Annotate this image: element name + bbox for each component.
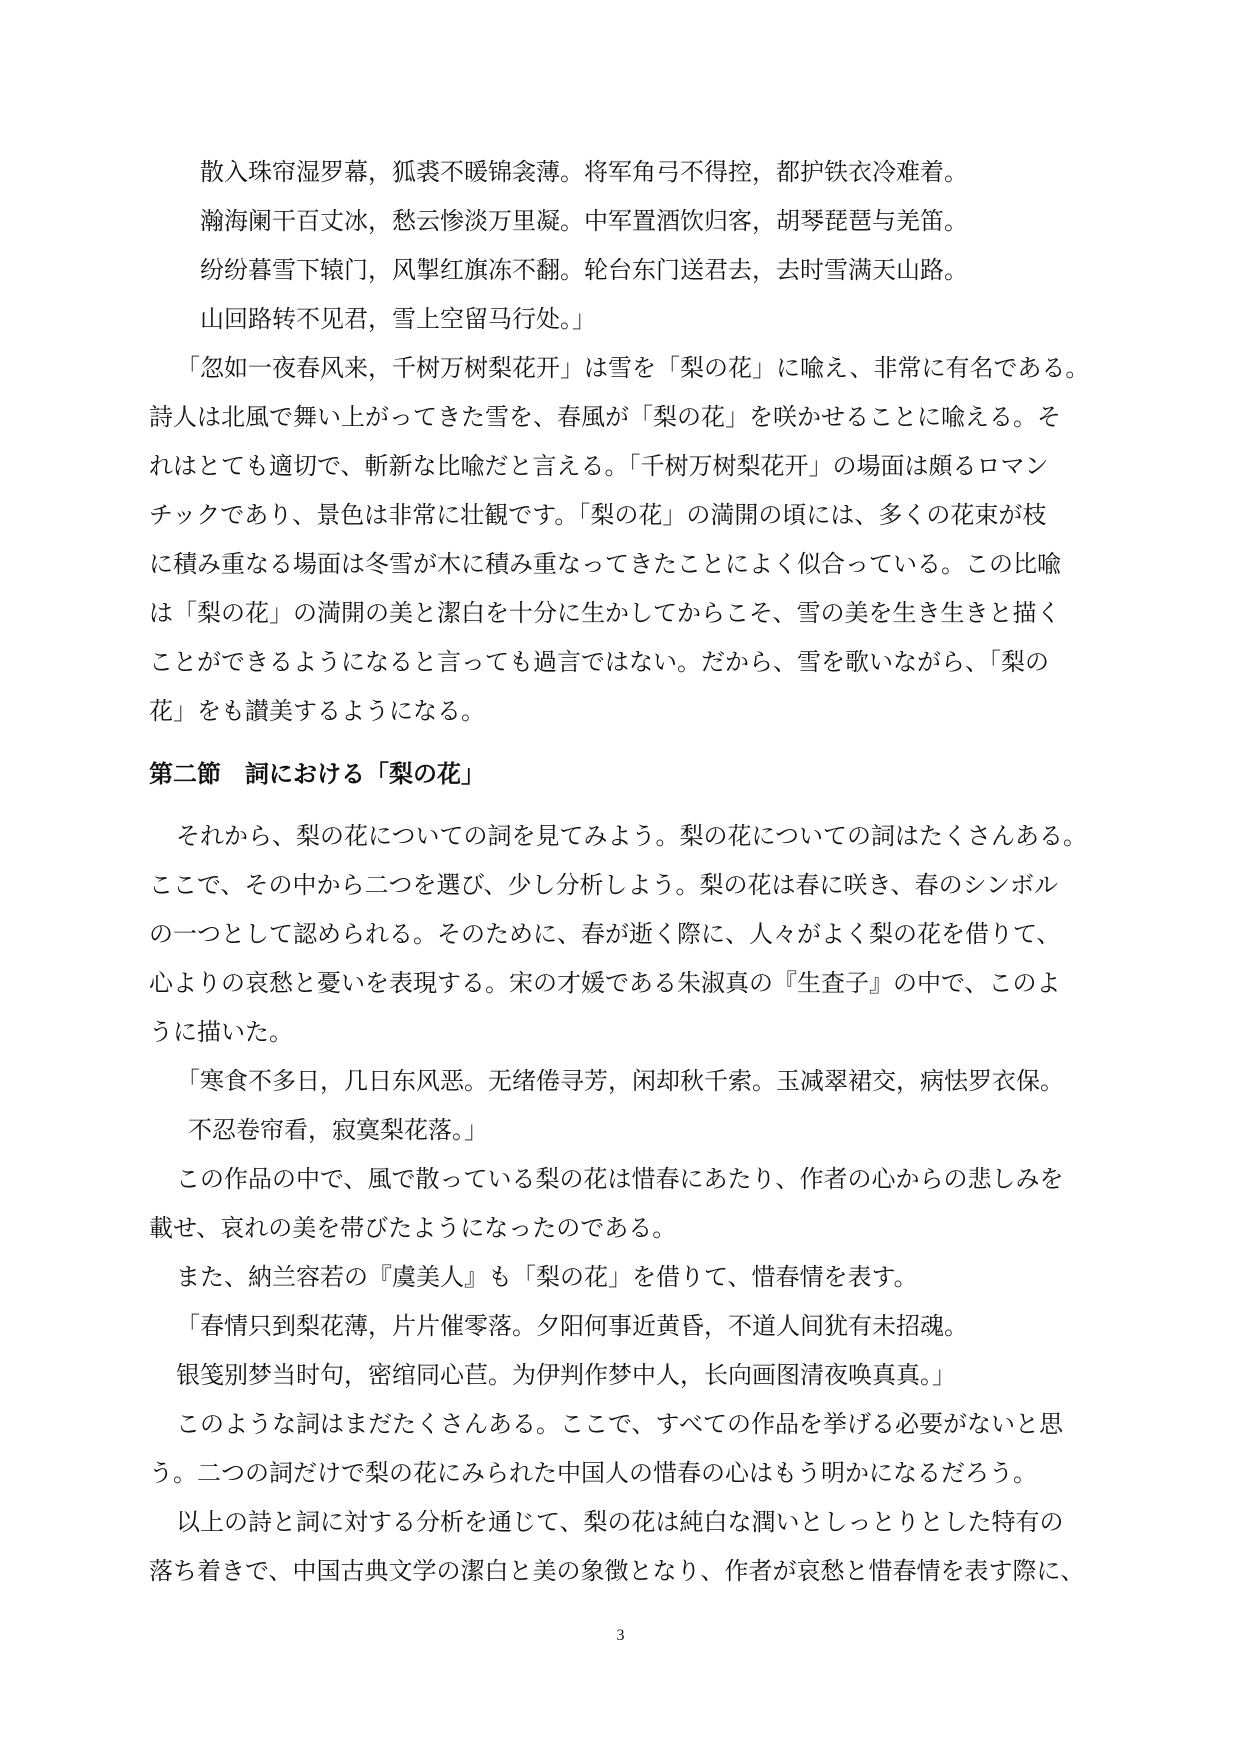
- body-line: ここで、その中から二つを選び、少し分析しよう。梨の花は春に咲き、春のシンボル: [149, 871, 1058, 899]
- section-heading: 第二節 詞における「梨の花」: [149, 760, 485, 788]
- body-line: の一つとして認められる。そのために、春が逝く際に、人々がよく梨の花を借りて、: [149, 920, 1061, 948]
- body-line: 載せ、哀れの美を帯びたようになったのである。: [149, 1214, 677, 1242]
- body-line: れはとても適切で、斬新な比喩だと言える。「千树万树梨花开」の場面は頗るロマン: [149, 452, 1049, 480]
- body-line: ことができるようになると言っても過言ではない。だから、雪を歌いながら、「梨の: [149, 648, 1049, 676]
- quote-line: 银笺别梦当时句，密绾同心苣。为伊判作梦中人，长向画图清夜唤真真。」: [176, 1361, 956, 1389]
- poem-line: 山回路转不见君，雪上空留马行处。」: [200, 305, 596, 333]
- body-line: また、納兰容若の『虞美人』も「梨の花」を借りて、惜春情を表す。: [176, 1263, 918, 1291]
- page-number: 3: [616, 1627, 625, 1644]
- quote-line: 「寒食不多日，几日东风恶。无绪倦寻芳，闲却秋千索。玉减翠裙交，病怯罗衣保。: [176, 1067, 1064, 1095]
- body-line: は「梨の花」の満開の美と潔白を十分に生かしてからこそ、雪の美を生き生きと描く: [149, 599, 1061, 627]
- body-line: このような詞はまだたくさんある。ここで、すべての作品を挙げる必要がないと思: [176, 1410, 1064, 1438]
- body-line: 以上の詩と詞に対する分析を通じて、梨の花は純白な潤いとしっとりとした特有の: [176, 1508, 1064, 1536]
- body-line: この作品の中で、風で散っている梨の花は惜春にあたり、作者の心からの悲しみを: [176, 1165, 1064, 1193]
- body-line: 落ち着きで、中国古典文学の潔白と美の象徴となり、作者が哀愁と惜春情を表す際に、: [149, 1557, 1085, 1585]
- quote-line: 「春情只到梨花薄，片片催零落。夕阳何事近黄昏，不道人间犹有未招魂。: [176, 1312, 968, 1340]
- poem-line: 瀚海阑干百丈冰，愁云惨淡万里凝。中军置酒饮归客，胡琴琵琶与羌笛。: [200, 207, 968, 235]
- body-line: 心よりの哀愁と憂いを表現する。宋の才媛である朱淑真の『生査子』の中で、このよ: [149, 969, 1061, 997]
- body-line: 詩人は北風で舞い上がってきた雪を、春風が「梨の花」を咲かせることに喩える。そ: [149, 403, 1061, 431]
- quote-line: 不忍卷帘看，寂寞梨花落。」: [188, 1116, 488, 1144]
- body-line: に積み重なる場面は冬雪が木に積み重なってきたことによく似合っている。この比喩: [149, 550, 1061, 578]
- poem-line: 纷纷暮雪下辕门，风掣红旗冻不翻。轮台东门送君去，去时雪满天山路。: [200, 256, 968, 284]
- body-line: チックであり、景色は非常に壮観です。「梨の花」の満開の頃には、多くの花束が枝: [149, 501, 1047, 529]
- body-line: 花」をも讃美するようになる。: [149, 697, 485, 725]
- body-line: 「忽如一夜春风来，千树万树梨花开」は雪を「梨の花」に喩え、非常に有名である。: [176, 354, 1090, 382]
- poem-line: 散入珠帘湿罗幕，狐裘不暖锦衾薄。将军角弓不得控，都护铁衣冷难着。: [200, 158, 968, 186]
- body-line: それから、梨の花についての詞を見てみよう。梨の花についての詞はたくさんある。: [176, 822, 1088, 850]
- body-line: うに描いた。: [149, 1018, 293, 1046]
- body-line: う。二つの詞だけで梨の花にみられた中国人の惜春の心はもう明かになるだろう。: [149, 1459, 1037, 1487]
